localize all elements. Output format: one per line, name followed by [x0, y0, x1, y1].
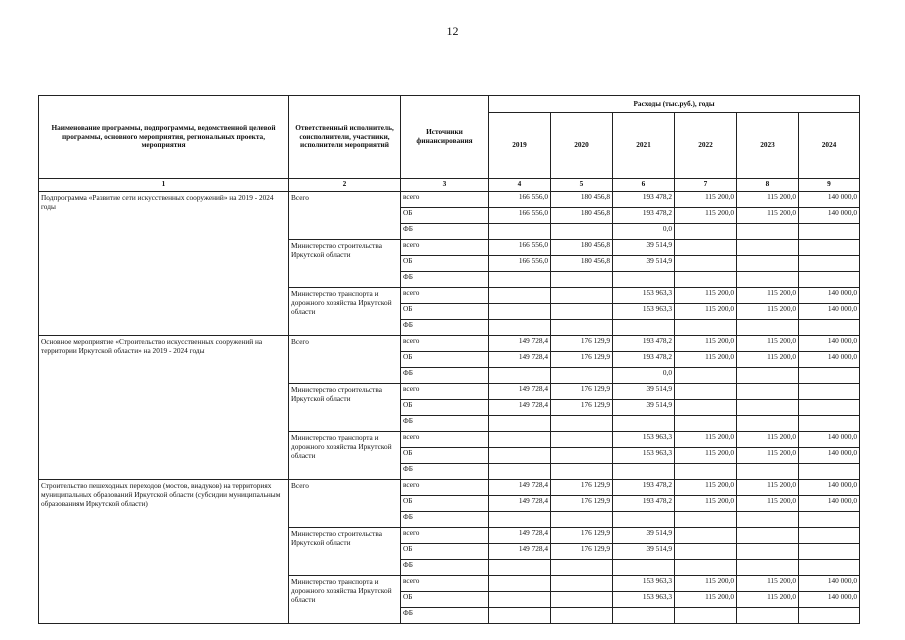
executor-cell: Министерство транспорта и дорожного хозяйства Иркутской области: [289, 576, 401, 624]
value-cell-2023: [737, 240, 799, 256]
source-cell: всего: [401, 432, 489, 448]
value-cell-2021: 0,0: [613, 368, 675, 384]
value-cell-2021: 193 478,2: [613, 336, 675, 352]
value-cell-2023: 115 200,0: [737, 576, 799, 592]
source-cell: ФБ: [401, 512, 489, 528]
value-cell-2020: 180 456,8: [551, 208, 613, 224]
value-cell-2020: 176 129,9: [551, 496, 613, 512]
source-cell: всего: [401, 192, 489, 208]
value-cell-2021: 39 514,9: [613, 544, 675, 560]
value-cell-2021: 39 514,9: [613, 528, 675, 544]
value-cell-2021: [613, 560, 675, 576]
source-cell: всего: [401, 384, 489, 400]
value-cell-2023: 115 200,0: [737, 496, 799, 512]
value-cell-2023: 115 200,0: [737, 208, 799, 224]
value-cell-2023: [737, 608, 799, 624]
value-cell-2024: [799, 560, 860, 576]
value-cell-2021: 193 478,2: [613, 192, 675, 208]
value-cell-2022: 115 200,0: [675, 448, 737, 464]
value-cell-2019: [489, 288, 551, 304]
value-cell-2024: [799, 368, 860, 384]
value-cell-2021: 193 478,2: [613, 496, 675, 512]
value-cell-2022: [675, 400, 737, 416]
value-cell-2024: 140 000,0: [799, 592, 860, 608]
executor-cell: Министерство строительства Иркутской области: [289, 528, 401, 576]
value-cell-2024: [799, 384, 860, 400]
value-cell-2021: 153 963,3: [613, 592, 675, 608]
column-number: 9: [799, 179, 860, 192]
value-cell-2024: [799, 528, 860, 544]
value-cell-2021: 153 963,3: [613, 448, 675, 464]
value-cell-2022: 115 200,0: [675, 336, 737, 352]
value-cell-2019: 149 728,4: [489, 544, 551, 560]
value-cell-2019: [489, 224, 551, 240]
value-cell-2022: 115 200,0: [675, 208, 737, 224]
executor-cell: Всего: [289, 336, 401, 384]
value-cell-2020: 176 129,9: [551, 528, 613, 544]
value-cell-2023: [737, 528, 799, 544]
header-year-2024: 2024: [799, 113, 860, 179]
program-name-cell: Основное мероприятие «Строительство искусственных сооружений на территории Иркутской области» на 2019 - 2024 годы: [39, 336, 289, 480]
executor-cell: Министерство строительства Иркутской области: [289, 240, 401, 288]
value-cell-2019: 166 556,0: [489, 192, 551, 208]
table-row: [39, 480, 860, 496]
value-cell-2021: 0,0: [613, 224, 675, 240]
value-cell-2023: [737, 400, 799, 416]
value-cell-2020: [551, 448, 613, 464]
value-cell-2022: 115 200,0: [675, 288, 737, 304]
value-cell-2022: [675, 240, 737, 256]
value-cell-2020: 180 456,8: [551, 240, 613, 256]
value-cell-2021: [613, 464, 675, 480]
value-cell-2021: 39 514,9: [613, 240, 675, 256]
value-cell-2024: [799, 272, 860, 288]
value-cell-2023: 115 200,0: [737, 304, 799, 320]
value-cell-2024: [799, 512, 860, 528]
value-cell-2020: 176 129,9: [551, 336, 613, 352]
value-cell-2022: 115 200,0: [675, 592, 737, 608]
value-cell-2022: 115 200,0: [675, 480, 737, 496]
value-cell-2023: [737, 320, 799, 336]
source-cell: ОБ: [401, 304, 489, 320]
value-cell-2022: 115 200,0: [675, 192, 737, 208]
source-cell: ОБ: [401, 544, 489, 560]
value-cell-2023: 115 200,0: [737, 192, 799, 208]
value-cell-2021: [613, 416, 675, 432]
value-cell-2020: [551, 576, 613, 592]
source-cell: всего: [401, 480, 489, 496]
source-cell: всего: [401, 240, 489, 256]
program-name-cell: Подпрограмма «Развитие сети искусственных сооружений» на 2019 - 2024 годы: [39, 192, 289, 336]
value-cell-2020: [551, 560, 613, 576]
column-number: 6: [613, 179, 675, 192]
value-cell-2024: 140 000,0: [799, 336, 860, 352]
source-cell: всего: [401, 336, 489, 352]
value-cell-2024: 140 000,0: [799, 448, 860, 464]
value-cell-2020: [551, 320, 613, 336]
program-name-cell: Строительство пешеходных переходов (мостов, виадуков) на территориях муниципальных образований Иркутской области (субсидии муниципальным образованиям Иркутской области): [39, 480, 289, 624]
value-cell-2024: [799, 240, 860, 256]
source-cell: ФБ: [401, 416, 489, 432]
value-cell-2020: [551, 512, 613, 528]
header-year-2023: 2023: [737, 113, 799, 179]
source-cell: ФБ: [401, 272, 489, 288]
value-cell-2019: 149 728,4: [489, 496, 551, 512]
value-cell-2020: [551, 432, 613, 448]
value-cell-2022: 115 200,0: [675, 352, 737, 368]
header-executor: Ответственный исполнитель, соисполнители, участники, исполнители мероприятий: [289, 96, 401, 179]
value-cell-2024: 140 000,0: [799, 480, 860, 496]
value-cell-2022: [675, 320, 737, 336]
value-cell-2024: [799, 464, 860, 480]
source-cell: ОБ: [401, 592, 489, 608]
value-cell-2023: [737, 256, 799, 272]
financing-table: [38, 95, 860, 624]
value-cell-2024: 140 000,0: [799, 496, 860, 512]
value-cell-2024: [799, 256, 860, 272]
value-cell-2022: [675, 512, 737, 528]
value-cell-2022: 115 200,0: [675, 304, 737, 320]
value-cell-2024: 140 000,0: [799, 432, 860, 448]
value-cell-2021: 193 478,2: [613, 208, 675, 224]
source-cell: всего: [401, 576, 489, 592]
value-cell-2019: [489, 560, 551, 576]
value-cell-2024: 140 000,0: [799, 208, 860, 224]
value-cell-2022: [675, 416, 737, 432]
source-cell: всего: [401, 288, 489, 304]
value-cell-2019: [489, 592, 551, 608]
value-cell-2023: 115 200,0: [737, 288, 799, 304]
value-cell-2022: 115 200,0: [675, 432, 737, 448]
value-cell-2019: [489, 448, 551, 464]
value-cell-2023: [737, 384, 799, 400]
value-cell-2020: [551, 464, 613, 480]
source-cell: ОБ: [401, 256, 489, 272]
value-cell-2024: [799, 224, 860, 240]
value-cell-2021: 153 963,3: [613, 432, 675, 448]
value-cell-2022: 115 200,0: [675, 496, 737, 512]
value-cell-2021: 153 963,3: [613, 304, 675, 320]
value-cell-2019: 149 728,4: [489, 384, 551, 400]
column-number: 5: [551, 179, 613, 192]
executor-cell: Министерство строительства Иркутской области: [289, 384, 401, 432]
value-cell-2020: [551, 608, 613, 624]
value-cell-2021: [613, 272, 675, 288]
value-cell-2022: [675, 368, 737, 384]
value-cell-2019: 166 556,0: [489, 256, 551, 272]
header-year-2019: 2019: [489, 113, 551, 179]
value-cell-2019: [489, 608, 551, 624]
value-cell-2022: [675, 544, 737, 560]
column-number: 1: [39, 179, 289, 192]
value-cell-2019: [489, 512, 551, 528]
column-number: 4: [489, 179, 551, 192]
value-cell-2020: 176 129,9: [551, 544, 613, 560]
value-cell-2024: [799, 400, 860, 416]
value-cell-2024: [799, 608, 860, 624]
source-cell: ФБ: [401, 560, 489, 576]
value-cell-2020: [551, 224, 613, 240]
value-cell-2024: [799, 544, 860, 560]
value-cell-2019: 149 728,4: [489, 400, 551, 416]
value-cell-2020: [551, 592, 613, 608]
value-cell-2023: 115 200,0: [737, 480, 799, 496]
source-cell: ФБ: [401, 320, 489, 336]
value-cell-2022: [675, 272, 737, 288]
value-cell-2019: 149 728,4: [489, 480, 551, 496]
value-cell-2019: [489, 432, 551, 448]
source-cell: ОБ: [401, 400, 489, 416]
value-cell-2021: 39 514,9: [613, 256, 675, 272]
value-cell-2021: [613, 512, 675, 528]
column-number: 2: [289, 179, 401, 192]
value-cell-2021: 193 478,2: [613, 480, 675, 496]
value-cell-2020: [551, 272, 613, 288]
source-cell: ОБ: [401, 496, 489, 512]
value-cell-2020: [551, 304, 613, 320]
source-cell: ФБ: [401, 464, 489, 480]
value-cell-2020: 176 129,9: [551, 480, 613, 496]
value-cell-2022: [675, 560, 737, 576]
value-cell-2023: [737, 544, 799, 560]
column-number: 8: [737, 179, 799, 192]
value-cell-2019: [489, 576, 551, 592]
value-cell-2019: 149 728,4: [489, 336, 551, 352]
value-cell-2019: 149 728,4: [489, 352, 551, 368]
value-cell-2020: [551, 416, 613, 432]
value-cell-2019: 166 556,0: [489, 240, 551, 256]
value-cell-2019: 166 556,0: [489, 208, 551, 224]
value-cell-2020: 180 456,8: [551, 192, 613, 208]
value-cell-2021: 153 963,3: [613, 288, 675, 304]
table-row: [39, 336, 860, 352]
value-cell-2019: [489, 304, 551, 320]
value-cell-2023: 115 200,0: [737, 432, 799, 448]
value-cell-2019: [489, 368, 551, 384]
value-cell-2021: [613, 320, 675, 336]
source-cell: ФБ: [401, 368, 489, 384]
value-cell-2019: 149 728,4: [489, 528, 551, 544]
header-name: Наименование программы, подпрограммы, ведомственной целевой программы, основного мероприятия, региональных проекта, мероприятия: [39, 96, 289, 179]
value-cell-2023: 115 200,0: [737, 592, 799, 608]
value-cell-2023: [737, 224, 799, 240]
header-year-2020: 2020: [551, 113, 613, 179]
header-year-2021: 2021: [613, 113, 675, 179]
value-cell-2023: [737, 560, 799, 576]
value-cell-2024: 140 000,0: [799, 192, 860, 208]
value-cell-2021: 153 963,3: [613, 576, 675, 592]
source-cell: ОБ: [401, 352, 489, 368]
source-cell: всего: [401, 528, 489, 544]
value-cell-2019: [489, 272, 551, 288]
value-cell-2020: 180 456,8: [551, 256, 613, 272]
executor-cell: Министерство транспорта и дорожного хозяйства Иркутской области: [289, 288, 401, 336]
executor-cell: Всего: [289, 480, 401, 528]
source-cell: ФБ: [401, 224, 489, 240]
value-cell-2023: 115 200,0: [737, 336, 799, 352]
column-number: 3: [401, 179, 489, 192]
value-cell-2024: 140 000,0: [799, 576, 860, 592]
value-cell-2023: [737, 368, 799, 384]
value-cell-2024: 140 000,0: [799, 304, 860, 320]
source-cell: ОБ: [401, 208, 489, 224]
value-cell-2024: 140 000,0: [799, 288, 860, 304]
value-cell-2022: [675, 528, 737, 544]
header-year-2022: 2022: [675, 113, 737, 179]
value-cell-2019: [489, 464, 551, 480]
value-cell-2023: [737, 512, 799, 528]
executor-cell: Всего: [289, 192, 401, 240]
value-cell-2023: [737, 272, 799, 288]
value-cell-2021: 193 478,2: [613, 352, 675, 368]
value-cell-2022: 115 200,0: [675, 576, 737, 592]
source-cell: ОБ: [401, 448, 489, 464]
value-cell-2019: [489, 320, 551, 336]
executor-cell: Министерство транспорта и дорожного хозяйства Иркутской области: [289, 432, 401, 480]
value-cell-2020: 176 129,9: [551, 400, 613, 416]
value-cell-2024: [799, 320, 860, 336]
value-cell-2020: 176 129,9: [551, 384, 613, 400]
value-cell-2024: 140 000,0: [799, 352, 860, 368]
value-cell-2020: [551, 368, 613, 384]
value-cell-2021: 39 514,9: [613, 384, 675, 400]
table-row: [39, 192, 860, 208]
value-cell-2022: [675, 224, 737, 240]
value-cell-2019: [489, 416, 551, 432]
value-cell-2023: [737, 464, 799, 480]
value-cell-2021: 39 514,9: [613, 400, 675, 416]
header-expenses: Расходы (тыс.руб.), годы: [489, 96, 860, 113]
value-cell-2024: [799, 416, 860, 432]
value-cell-2022: [675, 256, 737, 272]
header-source: Источники финансирования: [401, 96, 489, 179]
page-number: 12: [446, 24, 459, 38]
column-number: 7: [675, 179, 737, 192]
value-cell-2023: 115 200,0: [737, 352, 799, 368]
value-cell-2020: [551, 288, 613, 304]
value-cell-2022: [675, 608, 737, 624]
value-cell-2021: [613, 608, 675, 624]
value-cell-2022: [675, 464, 737, 480]
value-cell-2023: [737, 416, 799, 432]
value-cell-2020: 176 129,9: [551, 352, 613, 368]
value-cell-2022: [675, 384, 737, 400]
source-cell: ФБ: [401, 608, 489, 624]
value-cell-2023: 115 200,0: [737, 448, 799, 464]
